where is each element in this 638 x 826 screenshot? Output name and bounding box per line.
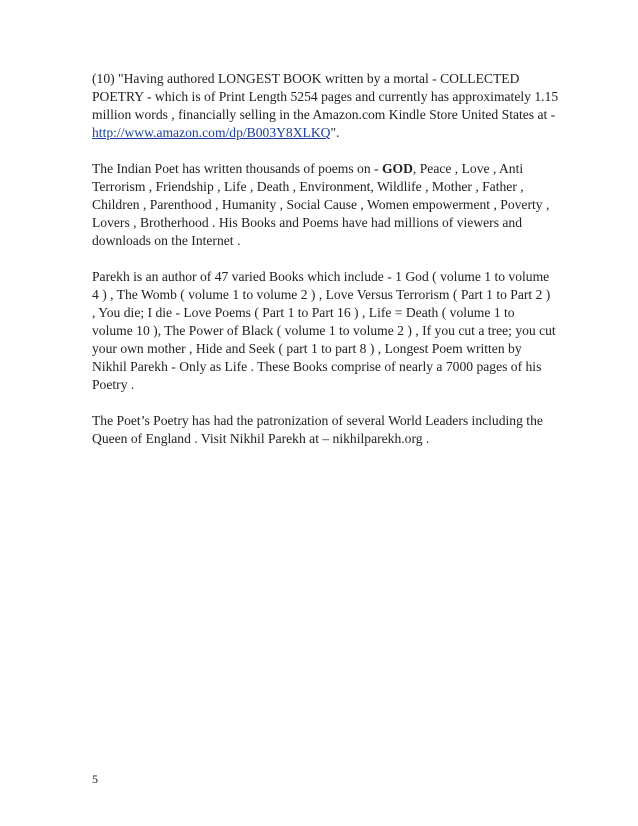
- text-line: [92, 88, 559, 106]
- text-line: [92, 322, 556, 340]
- text-line: [92, 178, 550, 196]
- text-segment: your own mother , Hide and Seek ( part 1 to part 8 ) , Longest Poem written by: [92, 341, 522, 356]
- text-segment: POETRY - which is of Print Length 5254 pages and currently has approximately 1.15: [92, 89, 559, 104]
- paragraph: [92, 268, 556, 394]
- paragraph: [92, 412, 550, 448]
- text-line: [92, 70, 550, 88]
- text-line: [92, 412, 550, 430]
- text-segment: million words , financially selling in the Amazon.com Kindle Store United States at -: [92, 107, 556, 122]
- text-line: [92, 268, 550, 286]
- body-text: [92, 70, 559, 466]
- text-segment: , You die; I die - Love Poems ( Part 1 to Part 16 ) , Life = Death ( volume 1 to: [92, 305, 515, 320]
- paragraph: [92, 160, 550, 250]
- text-line: [92, 214, 550, 232]
- text-segment: ".: [330, 125, 340, 140]
- text-line: [92, 430, 550, 448]
- paragraph: [92, 70, 559, 142]
- bold-text: GOD: [381, 161, 413, 176]
- text-segment: volume 10 ), The Power of Black ( volume 1 to volume 2 ) , If you cut a tree; you cut: [92, 323, 556, 338]
- text-segment: The Indian Poet has written thousands of poems on -: [92, 161, 382, 176]
- text-line: [92, 232, 550, 250]
- text-segment: downloads on the Internet .: [92, 233, 241, 248]
- text-line: [92, 196, 550, 214]
- text-segment: Queen of England . Visit Nikhil Parekh at – nikhilparekh.org .: [92, 431, 430, 446]
- text-segment: , Peace , Love , Anti: [412, 161, 524, 176]
- text-segment: 4 ) , The Womb ( volume 1 to volume 2 ) , Love Versus Terrorism ( Part 1 to Part 2 ): [92, 287, 551, 302]
- text-line: [92, 304, 550, 322]
- text-line: [92, 286, 550, 304]
- page-number: 5: [92, 772, 98, 786]
- text-line: [92, 160, 550, 178]
- text-segment: Parekh is an author of 47 varied Books which include - 1 God ( volume 1 to volume: [92, 269, 550, 284]
- text-segment: Poetry .: [92, 377, 135, 392]
- text-segment: The Poet’s Poetry has had the patronization of several World Leaders including the: [92, 413, 543, 428]
- text-segment: Nikhil Parekh - Only as Life . These Books comprise of nearly a 7000 pages of his: [92, 359, 542, 374]
- text-segment: (10) "Having authored LONGEST BOOK written by a mortal - COLLECTED: [92, 71, 520, 86]
- text-line: [92, 340, 550, 358]
- text-segment: Children , Parenthood , Humanity , Social Cause , Women empowerment , Poverty ,: [92, 197, 550, 212]
- amazon-link[interactable]: http://www.amazon.com/dp/B003Y8XLKQ: [92, 125, 331, 140]
- text-line: [92, 376, 550, 394]
- text-line: [92, 106, 556, 124]
- text-line: [92, 358, 550, 376]
- text-segment: Lovers , Brotherhood . His Books and Poems have had millions of viewers and: [92, 215, 523, 230]
- text-line: [92, 124, 550, 142]
- text-segment: Terrorism , Friendship , Life , Death , Environment, Wildlife , Mother , Father ,: [92, 179, 524, 194]
